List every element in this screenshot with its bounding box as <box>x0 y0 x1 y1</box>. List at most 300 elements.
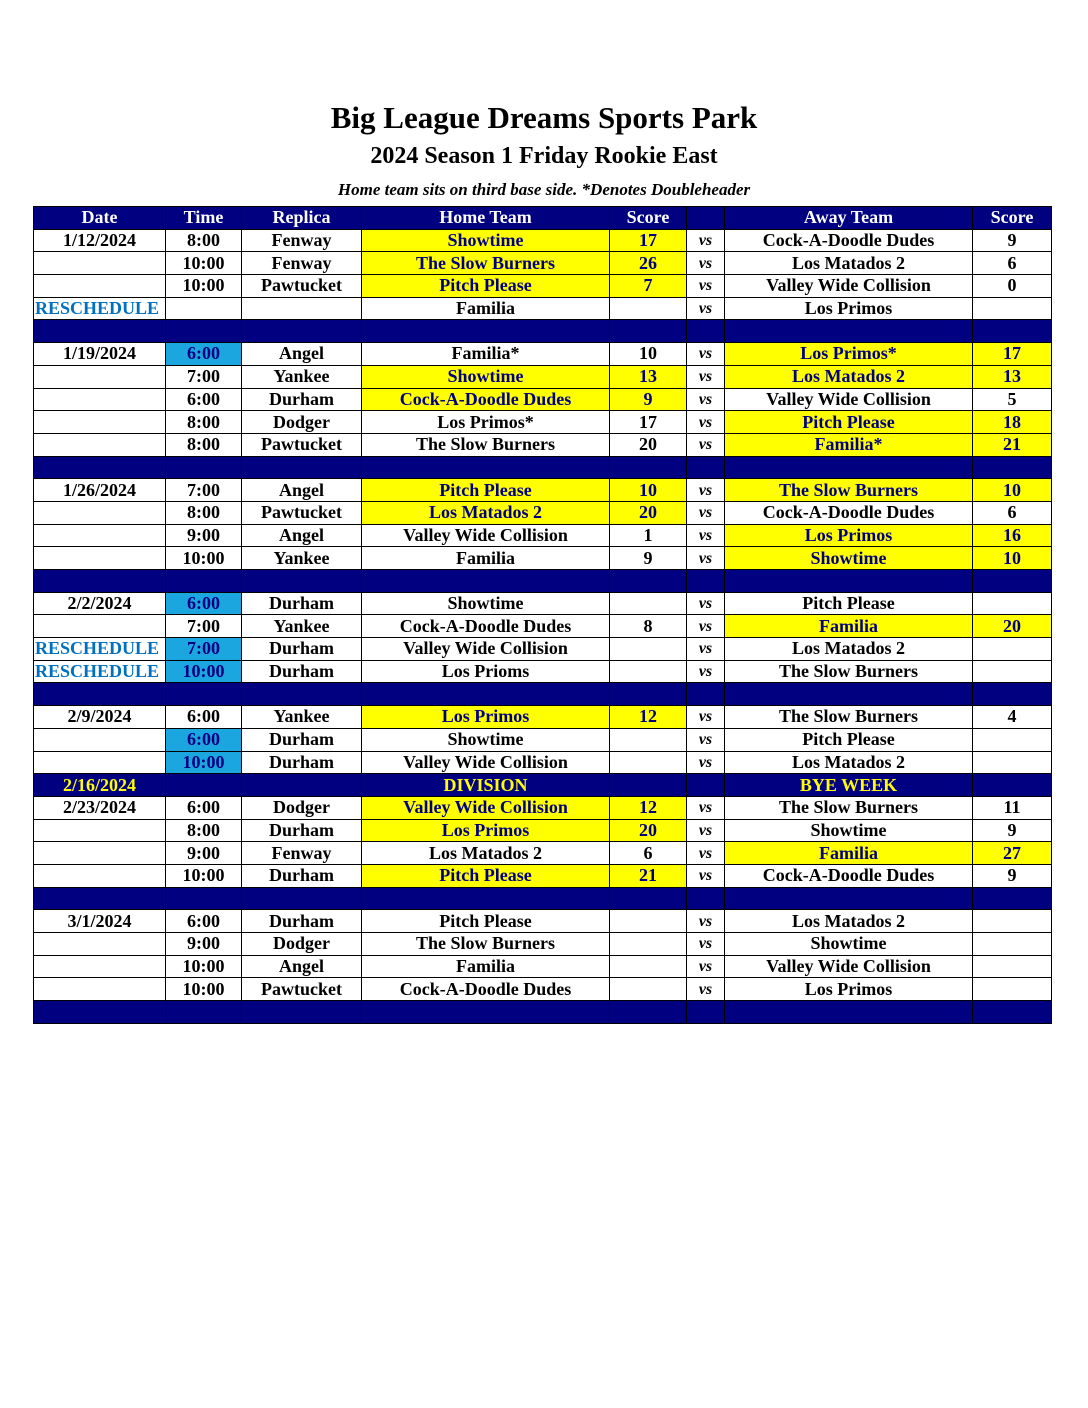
replica-cell: Angel <box>242 955 362 978</box>
vs-cell: vs <box>687 978 725 1001</box>
home-score-cell: 12 <box>610 796 687 819</box>
vs-cell: vs <box>687 297 725 320</box>
table-row <box>34 933 1052 956</box>
away-score-cell: 9 <box>973 819 1052 842</box>
date-cell <box>34 365 166 388</box>
home-team-cell: Showtime <box>362 592 610 615</box>
away-team-cell: Showtime <box>725 819 973 842</box>
home-team-cell: Valley Wide Collision <box>362 751 610 774</box>
date-cell <box>34 933 166 956</box>
time-cell: 7:00 <box>166 638 242 661</box>
replica-cell: Durham <box>242 751 362 774</box>
time-cell: 10:00 <box>166 978 242 1001</box>
date-cell <box>34 547 166 570</box>
away-score-cell <box>973 933 1052 956</box>
separator-cell <box>973 320 1052 343</box>
time-cell: 9:00 <box>166 524 242 547</box>
replica-cell: Durham <box>242 388 362 411</box>
home-score-cell: 17 <box>610 411 687 434</box>
home-team-cell: Valley Wide Collision <box>362 796 610 819</box>
vs-cell: vs <box>687 842 725 865</box>
away-score-cell <box>973 592 1052 615</box>
separator-row <box>34 887 1052 910</box>
home-score-cell: 21 <box>610 864 687 887</box>
reschedule-label: RESCHEDULE <box>34 297 166 320</box>
separator-cell <box>610 570 687 593</box>
separator-row <box>34 683 1052 706</box>
separator-cell <box>242 456 362 479</box>
separator-row <box>34 456 1052 479</box>
time-cell: 10:00 <box>166 864 242 887</box>
date-cell: 2/2/2024 <box>34 592 166 615</box>
time-cell: 8:00 <box>166 501 242 524</box>
away-score-cell: 10 <box>973 479 1052 502</box>
time-cell: 6:00 <box>166 343 242 366</box>
away-score-cell: 10 <box>973 547 1052 570</box>
home-team-cell: Los Primos <box>362 706 610 729</box>
time-cell <box>166 297 242 320</box>
home-score-cell <box>610 955 687 978</box>
separator-cell <box>687 320 725 343</box>
replica-cell <box>242 774 362 797</box>
replica-cell: Durham <box>242 592 362 615</box>
home-team-cell: Pitch Please <box>362 275 610 298</box>
away-team-cell: Cock-A-Doodle Dudes <box>725 864 973 887</box>
schedule-note: Home team sits on third base side. *Denotes Doubleheader <box>337 180 751 199</box>
away-team-cell: Los Matados 2 <box>725 252 973 275</box>
vs-cell: vs <box>687 433 725 456</box>
col-header-vs <box>687 207 725 230</box>
vs-cell: vs <box>687 547 725 570</box>
home-team-cell: Showtime <box>362 229 610 252</box>
separator-cell <box>725 683 973 706</box>
separator-cell <box>362 683 610 706</box>
vs-cell: vs <box>687 819 725 842</box>
table-row <box>34 751 1052 774</box>
home-team-cell: Familia <box>362 547 610 570</box>
date-cell <box>34 978 166 1001</box>
replica-cell: Angel <box>242 343 362 366</box>
away-score-cell <box>973 751 1052 774</box>
home-score-cell: 26 <box>610 252 687 275</box>
home-team-cell: Showtime <box>362 728 610 751</box>
away-score-cell: 27 <box>973 842 1052 865</box>
vs-cell: vs <box>687 411 725 434</box>
replica-cell: Pawtucket <box>242 275 362 298</box>
away-score-cell: 16 <box>973 524 1052 547</box>
date-cell <box>34 252 166 275</box>
vs-cell: vs <box>687 864 725 887</box>
table-header-row <box>34 207 1052 230</box>
home-team-cell: Familia* <box>362 343 610 366</box>
away-team-cell: The Slow Burners <box>725 479 973 502</box>
vs-cell: vs <box>687 592 725 615</box>
replica-cell: Durham <box>242 638 362 661</box>
vs-cell: vs <box>687 910 725 933</box>
separator-cell <box>166 456 242 479</box>
vs-cell: vs <box>687 524 725 547</box>
separator-cell <box>725 887 973 910</box>
away-score-cell <box>973 728 1052 751</box>
time-cell: 6:00 <box>166 796 242 819</box>
vs-cell: vs <box>687 660 725 683</box>
separator-cell <box>687 887 725 910</box>
date-cell <box>34 842 166 865</box>
replica-cell: Dodger <box>242 933 362 956</box>
replica-cell: Yankee <box>242 365 362 388</box>
separator-cell <box>687 1001 725 1024</box>
time-cell: 7:00 <box>166 365 242 388</box>
home-team-cell: The Slow Burners <box>362 933 610 956</box>
away-team-cell: The Slow Burners <box>725 706 973 729</box>
table-row <box>34 819 1052 842</box>
date-cell <box>34 955 166 978</box>
home-team-cell: The Slow Burners <box>362 433 610 456</box>
separator-cell <box>166 887 242 910</box>
replica-cell: Pawtucket <box>242 501 362 524</box>
reschedule-label: RESCHEDULE <box>34 660 166 683</box>
replica-cell: Yankee <box>242 706 362 729</box>
date-cell <box>34 728 166 751</box>
home-team-cell: Valley Wide Collision <box>362 524 610 547</box>
table-row <box>34 433 1052 456</box>
separator-cell <box>242 570 362 593</box>
home-score-cell <box>610 978 687 1001</box>
home-score-cell: 12 <box>610 706 687 729</box>
separator-cell <box>973 570 1052 593</box>
vs-cell: vs <box>687 501 725 524</box>
away-team-cell: Cock-A-Doodle Dudes <box>725 229 973 252</box>
table-row <box>34 615 1052 638</box>
home-score-cell: 10 <box>610 343 687 366</box>
away-score-cell: 13 <box>973 365 1052 388</box>
separator-row <box>34 1001 1052 1024</box>
replica-cell: Fenway <box>242 252 362 275</box>
bye-week-row <box>34 774 1052 797</box>
time-cell: 8:00 <box>166 819 242 842</box>
separator-cell <box>34 320 166 343</box>
vs-cell: vs <box>687 229 725 252</box>
table-row <box>34 524 1052 547</box>
replica-cell: Pawtucket <box>242 978 362 1001</box>
table-row <box>34 728 1052 751</box>
home-team-cell: Los Primos <box>362 819 610 842</box>
separator-cell <box>362 1001 610 1024</box>
away-team-cell: Cock-A-Doodle Dudes <box>725 501 973 524</box>
away-team-cell: Valley Wide Collision <box>725 955 973 978</box>
home-team-cell: Cock-A-Doodle Dudes <box>362 388 610 411</box>
replica-cell: Durham <box>242 864 362 887</box>
separator-cell <box>166 683 242 706</box>
time-cell: 6:00 <box>166 706 242 729</box>
home-score-cell <box>610 297 687 320</box>
vs-cell: vs <box>687 933 725 956</box>
vs-cell: vs <box>687 751 725 774</box>
replica-cell: Fenway <box>242 229 362 252</box>
away-score-cell: 5 <box>973 388 1052 411</box>
home-team-cell: The Slow Burners <box>362 252 610 275</box>
date-cell <box>34 819 166 842</box>
separator-cell <box>362 456 610 479</box>
replica-cell: Durham <box>242 660 362 683</box>
home-score-cell <box>610 751 687 774</box>
col-header-date: Date <box>34 207 166 230</box>
table-row <box>34 660 1052 683</box>
away-team-cell: Familia* <box>725 433 973 456</box>
home-team-cell: Showtime <box>362 365 610 388</box>
table-row <box>34 411 1052 434</box>
separator-cell <box>362 320 610 343</box>
schedule-rows <box>34 229 1052 1023</box>
separator-cell <box>34 456 166 479</box>
separator-cell <box>242 1001 362 1024</box>
home-team-cell: Familia <box>362 955 610 978</box>
away-score-cell: 17 <box>973 343 1052 366</box>
separator-cell <box>362 887 610 910</box>
replica-cell: Yankee <box>242 615 362 638</box>
date-cell <box>34 388 166 411</box>
away-team-cell: Showtime <box>725 933 973 956</box>
separator-cell <box>610 683 687 706</box>
time-cell: 10:00 <box>166 751 242 774</box>
date-cell <box>34 433 166 456</box>
vs-cell: vs <box>687 343 725 366</box>
vs-cell: vs <box>687 479 725 502</box>
separator-cell <box>973 1001 1052 1024</box>
home-score-cell: 17 <box>610 229 687 252</box>
away-score-cell <box>973 955 1052 978</box>
time-cell: 8:00 <box>166 411 242 434</box>
date-cell: 1/12/2024 <box>34 229 166 252</box>
col-header-time: Time <box>166 207 242 230</box>
time-cell: 10:00 <box>166 275 242 298</box>
away-team-cell: Showtime <box>725 547 973 570</box>
time-cell: 7:00 <box>166 479 242 502</box>
away-score-cell: 9 <box>973 864 1052 887</box>
table-row <box>34 388 1052 411</box>
home-team-cell: Pitch Please <box>362 864 610 887</box>
home-team-cell: Pitch Please <box>362 910 610 933</box>
col-header-away-team: Away Team <box>725 207 973 230</box>
home-team-cell: Valley Wide Collision <box>362 638 610 661</box>
away-team-cell: Los Primos <box>725 524 973 547</box>
separator-cell <box>687 683 725 706</box>
away-team-cell: Los Primos <box>725 297 973 320</box>
replica-cell: Angel <box>242 524 362 547</box>
table-row <box>34 365 1052 388</box>
home-score-cell: 13 <box>610 365 687 388</box>
vs-cell: vs <box>687 275 725 298</box>
replica-cell: Angel <box>242 479 362 502</box>
date-cell: 3/1/2024 <box>34 910 166 933</box>
home-score-cell: 9 <box>610 388 687 411</box>
separator-row <box>34 320 1052 343</box>
home-team-cell: Pitch Please <box>362 479 610 502</box>
away-score-cell: 21 <box>973 433 1052 456</box>
away-score-cell <box>973 774 1052 797</box>
home-score-cell: 6 <box>610 842 687 865</box>
page-subtitle: 2024 Season 1 Friday Rookie East <box>370 143 718 169</box>
table-row <box>34 297 1052 320</box>
separator-cell <box>973 683 1052 706</box>
away-team-cell: Valley Wide Collision <box>725 275 973 298</box>
away-team-cell: BYE WEEK <box>725 774 973 797</box>
date-cell <box>34 501 166 524</box>
replica-cell <box>242 297 362 320</box>
col-header-home-score: Score <box>610 207 687 230</box>
away-score-cell <box>973 910 1052 933</box>
table-row <box>34 796 1052 819</box>
replica-cell: Dodger <box>242 411 362 434</box>
separator-cell <box>725 570 973 593</box>
separator-cell <box>610 887 687 910</box>
home-score-cell: 1 <box>610 524 687 547</box>
home-team-cell: Cock-A-Doodle Dudes <box>362 978 610 1001</box>
separator-cell <box>166 1001 242 1024</box>
table-row <box>34 252 1052 275</box>
away-score-cell: 18 <box>973 411 1052 434</box>
table-row <box>34 501 1052 524</box>
separator-cell <box>725 320 973 343</box>
separator-cell <box>725 1001 973 1024</box>
vs-cell: vs <box>687 638 725 661</box>
away-score-cell <box>973 297 1052 320</box>
page-title: Big League Dreams Sports Park <box>330 100 758 135</box>
separator-cell <box>973 456 1052 479</box>
away-team-cell: Pitch Please <box>725 728 973 751</box>
away-score-cell: 20 <box>973 615 1052 638</box>
time-cell: 10:00 <box>166 660 242 683</box>
home-score-cell: 20 <box>610 501 687 524</box>
home-team-cell: Los Prioms <box>362 660 610 683</box>
separator-cell <box>34 887 166 910</box>
home-score-cell <box>610 638 687 661</box>
replica-cell: Dodger <box>242 796 362 819</box>
away-score-cell: 11 <box>973 796 1052 819</box>
time-cell <box>166 774 242 797</box>
away-team-cell: Los Matados 2 <box>725 365 973 388</box>
date-cell: 2/16/2024 <box>34 774 166 797</box>
away-team-cell: Pitch Please <box>725 592 973 615</box>
home-score-cell: 8 <box>610 615 687 638</box>
home-team-cell: Los Primos* <box>362 411 610 434</box>
time-cell: 6:00 <box>166 388 242 411</box>
away-team-cell: Familia <box>725 615 973 638</box>
home-score-cell: 10 <box>610 479 687 502</box>
time-cell: 10:00 <box>166 252 242 275</box>
replica-cell: Durham <box>242 819 362 842</box>
date-cell <box>34 615 166 638</box>
home-score-cell <box>610 592 687 615</box>
vs-cell: vs <box>687 252 725 275</box>
home-team-cell: DIVISION <box>362 774 610 797</box>
separator-cell <box>610 456 687 479</box>
time-cell: 9:00 <box>166 842 242 865</box>
table-row <box>34 592 1052 615</box>
date-cell: 1/26/2024 <box>34 479 166 502</box>
table-row <box>34 479 1052 502</box>
table-row <box>34 842 1052 865</box>
replica-cell: Fenway <box>242 842 362 865</box>
home-score-cell: 7 <box>610 275 687 298</box>
date-cell <box>34 864 166 887</box>
vs-cell: vs <box>687 615 725 638</box>
replica-cell: Pawtucket <box>242 433 362 456</box>
away-team-cell: Los Primos <box>725 978 973 1001</box>
separator-cell <box>610 320 687 343</box>
time-cell: 8:00 <box>166 433 242 456</box>
away-score-cell <box>973 660 1052 683</box>
table-row <box>34 638 1052 661</box>
date-cell: 2/23/2024 <box>34 796 166 819</box>
home-score-cell <box>610 660 687 683</box>
date-cell <box>34 275 166 298</box>
vs-cell: vs <box>687 728 725 751</box>
time-cell: 10:00 <box>166 955 242 978</box>
separator-cell <box>242 683 362 706</box>
vs-cell: vs <box>687 388 725 411</box>
separator-cell <box>166 570 242 593</box>
date-cell <box>34 524 166 547</box>
away-team-cell: The Slow Burners <box>725 660 973 683</box>
schedule-table <box>33 206 1052 1024</box>
away-score-cell: 4 <box>973 706 1052 729</box>
time-cell: 7:00 <box>166 615 242 638</box>
separator-cell <box>34 1001 166 1024</box>
date-cell: 2/9/2024 <box>34 706 166 729</box>
time-cell: 10:00 <box>166 547 242 570</box>
col-header-away-score: Score <box>973 207 1052 230</box>
away-team-cell: Los Matados 2 <box>725 910 973 933</box>
away-score-cell: 6 <box>973 252 1052 275</box>
away-team-cell: Los Primos* <box>725 343 973 366</box>
separator-cell <box>34 683 166 706</box>
away-score-cell <box>973 638 1052 661</box>
separator-cell <box>610 1001 687 1024</box>
date-cell <box>34 751 166 774</box>
separator-cell <box>687 570 725 593</box>
separator-cell <box>687 456 725 479</box>
away-team-cell: Pitch Please <box>725 411 973 434</box>
away-score-cell: 0 <box>973 275 1052 298</box>
vs-cell: vs <box>687 955 725 978</box>
separator-cell <box>725 456 973 479</box>
home-score-cell: 20 <box>610 819 687 842</box>
replica-cell: Durham <box>242 728 362 751</box>
away-team-cell: The Slow Burners <box>725 796 973 819</box>
date-cell: 1/19/2024 <box>34 343 166 366</box>
home-score-cell <box>610 933 687 956</box>
separator-cell <box>34 570 166 593</box>
table-row <box>34 343 1052 366</box>
home-score-cell: 9 <box>610 547 687 570</box>
separator-cell <box>242 887 362 910</box>
away-team-cell: Familia <box>725 842 973 865</box>
col-header-replica: Replica <box>242 207 362 230</box>
table-row <box>34 706 1052 729</box>
vs-cell: vs <box>687 796 725 819</box>
time-cell: 9:00 <box>166 933 242 956</box>
away-score-cell <box>973 978 1052 1001</box>
home-team-cell: Familia <box>362 297 610 320</box>
table-row <box>34 864 1052 887</box>
home-score-cell <box>610 910 687 933</box>
separator-row <box>34 570 1052 593</box>
away-score-cell: 9 <box>973 229 1052 252</box>
table-row <box>34 955 1052 978</box>
home-score-cell: 20 <box>610 433 687 456</box>
home-team-cell: Los Matados 2 <box>362 842 610 865</box>
